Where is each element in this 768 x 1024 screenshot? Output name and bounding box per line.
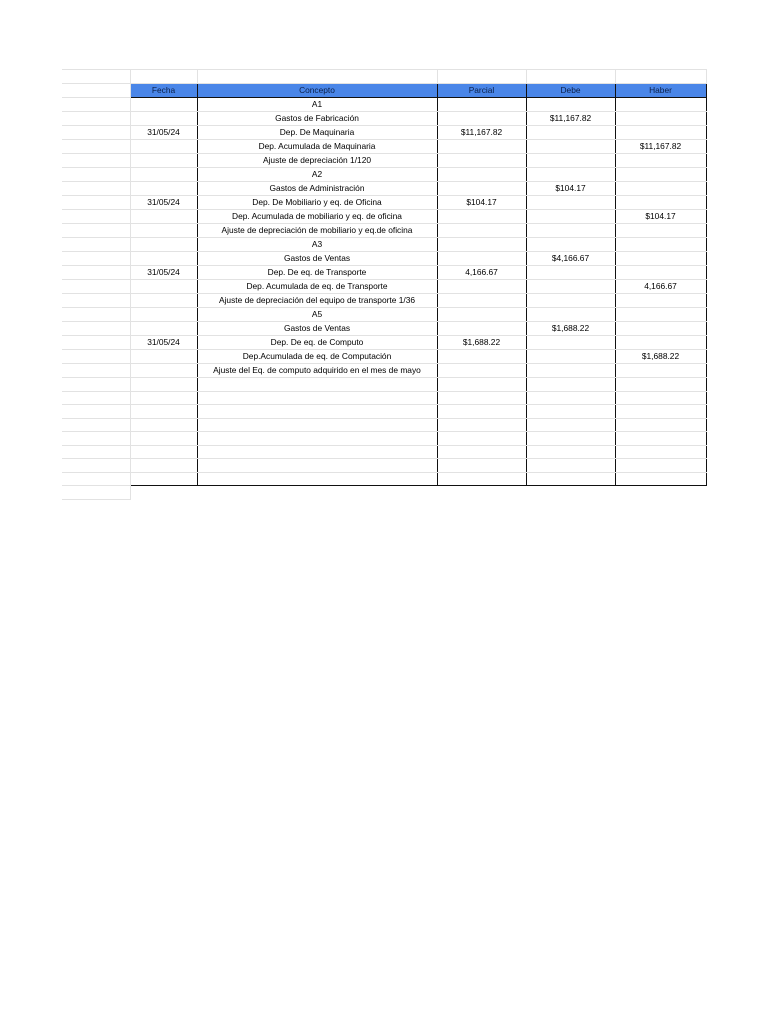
table-row [62,140,706,154]
entry-id[interactable]: A1 [197,98,437,112]
parcial-cell[interactable] [437,140,526,154]
journal-table [62,69,707,500]
grid-cell[interactable] [62,126,130,140]
empty-row [62,459,706,473]
grid-cell[interactable] [437,432,526,446]
table-row [62,336,706,350]
grid-cell[interactable] [526,459,615,473]
grid-cell[interactable] [197,405,437,419]
haber-cell[interactable] [615,196,706,210]
grid-cell[interactable] [197,378,437,392]
grid-cell[interactable] [615,391,706,405]
concepto-cell[interactable]: Gastos de Ventas [197,322,437,336]
debe-cell[interactable] [526,238,615,252]
grid-cell[interactable] [62,294,130,308]
entry-id-row [62,308,706,322]
haber-cell[interactable] [615,154,706,168]
fecha-cell[interactable]: 31/05/24 [130,126,197,140]
grid-cell[interactable] [62,364,130,378]
table-row [62,126,706,140]
blank-row [62,486,706,500]
grid-cell[interactable] [62,182,130,196]
concepto-cell[interactable]: Ajuste del Eq. de computo adquirido en el mes de mayo [197,364,437,378]
header-concepto[interactable]: Concepto [197,84,437,98]
fecha-cell[interactable]: 31/05/24 [130,266,197,280]
fecha-cell[interactable] [130,322,197,336]
grid-cell[interactable] [615,459,706,473]
parcial-cell[interactable] [437,294,526,308]
grid-cell[interactable] [526,70,615,84]
grid-cell[interactable] [130,391,197,405]
table-row [62,266,706,280]
parcial-cell[interactable]: $1,688.22 [437,336,526,350]
debe-cell[interactable]: $104.17 [526,182,615,196]
grid-cell[interactable] [615,405,706,419]
grid-cell[interactable] [62,322,130,336]
haber-cell[interactable]: 4,166.67 [615,280,706,294]
header-fecha[interactable]: Fecha [130,84,197,98]
grid-cell[interactable] [526,391,615,405]
parcial-cell[interactable] [437,112,526,126]
grid-cell[interactable] [62,486,130,500]
haber-cell[interactable]: $1,688.22 [615,350,706,364]
table-row [62,196,706,210]
debe-cell[interactable] [526,126,615,140]
grid-cell[interactable] [197,472,437,486]
debe-cell[interactable] [526,140,615,154]
haber-cell[interactable] [615,308,706,322]
grid-cell[interactable] [130,378,197,392]
grid-cell[interactable] [62,98,130,112]
haber-cell[interactable] [615,224,706,238]
fecha-cell[interactable] [130,98,197,112]
grid-cell[interactable] [62,336,130,350]
haber-cell[interactable]: $104.17 [615,210,706,224]
grid-cell[interactable] [62,391,130,405]
empty-row [62,418,706,432]
fecha-cell[interactable] [130,350,197,364]
fecha-cell[interactable] [130,182,197,196]
header-parcial[interactable]: Parcial [437,84,526,98]
parcial-cell[interactable] [437,280,526,294]
grid-cell[interactable] [526,472,615,486]
concepto-cell[interactable]: Ajuste de depreciación 1/120 [197,154,437,168]
concepto-cell[interactable]: Dep.Acumulada de eq. de Computación [197,350,437,364]
fecha-cell[interactable] [130,238,197,252]
debe-cell[interactable] [526,350,615,364]
empty-row [62,405,706,419]
grid-cell[interactable] [130,418,197,432]
concepto-cell[interactable]: Gastos de Ventas [197,252,437,266]
table-row [62,252,706,266]
grid-cell[interactable] [437,459,526,473]
grid-cell[interactable] [615,432,706,446]
fecha-cell[interactable] [130,140,197,154]
concepto-cell[interactable]: Dep. De Maquinaria [197,126,437,140]
debe-cell[interactable] [526,224,615,238]
debe-cell[interactable]: $4,166.67 [526,252,615,266]
haber-cell[interactable] [615,266,706,280]
grid-cell[interactable] [62,378,130,392]
concepto-cell[interactable]: Dep. Acumulada de mobiliario y eq. de oficina [197,210,437,224]
header-debe[interactable]: Debe [526,84,615,98]
grid-cell[interactable] [62,405,130,419]
parcial-cell[interactable] [437,210,526,224]
parcial-cell[interactable] [437,168,526,182]
grid-cell[interactable] [615,378,706,392]
grid-cell[interactable] [130,472,197,486]
grid-cell[interactable] [62,418,130,432]
grid-cell[interactable] [62,224,130,238]
haber-cell[interactable] [615,336,706,350]
grid-cell[interactable] [62,432,130,446]
fecha-cell[interactable] [130,252,197,266]
grid-cell[interactable] [197,418,437,432]
empty-row [62,378,706,392]
grid-cell[interactable] [62,196,130,210]
haber-cell[interactable] [615,322,706,336]
haber-cell[interactable] [615,126,706,140]
grid-cell[interactable] [62,210,130,224]
grid-cell[interactable] [197,445,437,459]
fecha-cell[interactable] [130,168,197,182]
parcial-cell[interactable] [437,308,526,322]
table-row [62,350,706,364]
fecha-cell[interactable] [130,112,197,126]
haber-cell[interactable] [615,98,706,112]
grid-cell[interactable] [526,418,615,432]
concepto-cell[interactable]: Dep. De eq. de Computo [197,336,437,350]
concepto-cell[interactable]: Gastos de Administración [197,182,437,196]
grid-cell[interactable] [437,378,526,392]
entry-id[interactable]: A2 [197,168,437,182]
haber-cell[interactable] [615,112,706,126]
table-row [62,364,706,378]
grid-cell[interactable] [437,418,526,432]
empty-row [62,472,706,486]
grid-cell[interactable] [62,472,130,486]
parcial-cell[interactable]: 4,166.67 [437,266,526,280]
table-row [62,112,706,126]
table-row [62,224,706,238]
grid-cell[interactable] [62,168,130,182]
grid-cell[interactable] [197,432,437,446]
grid-cell[interactable] [526,432,615,446]
table-row [62,280,706,294]
parcial-cell[interactable] [437,224,526,238]
entry-id-row [62,238,706,252]
debe-cell[interactable] [526,280,615,294]
fecha-cell[interactable] [130,308,197,322]
grid-cell[interactable] [130,432,197,446]
debe-cell[interactable] [526,308,615,322]
fecha-cell[interactable] [130,364,197,378]
header-row [62,84,706,98]
concepto-cell[interactable]: Ajuste de depreciación de mobiliario y eq.de oficina [197,224,437,238]
grid-cell[interactable] [615,418,706,432]
grid-cell[interactable] [62,238,130,252]
grid-cell[interactable] [62,112,130,126]
fecha-cell[interactable] [130,210,197,224]
debe-cell[interactable] [526,266,615,280]
concepto-cell[interactable]: Gastos de Fabricación [197,112,437,126]
debe-cell[interactable] [526,154,615,168]
parcial-cell[interactable] [437,252,526,266]
fecha-cell[interactable] [130,280,197,294]
header-haber[interactable]: Haber [615,84,706,98]
empty-row [62,391,706,405]
grid-cell[interactable] [62,266,130,280]
grid-cell[interactable] [62,70,130,84]
concepto-cell[interactable]: Dep. Acumulada de Maquinaria [197,140,437,154]
debe-cell[interactable] [526,168,615,182]
grid-cell[interactable] [62,252,130,266]
haber-cell[interactable]: $11,167.82 [615,140,706,154]
grid-cell[interactable] [62,459,130,473]
debe-cell[interactable] [526,98,615,112]
empty-row [62,445,706,459]
fecha-cell[interactable] [130,224,197,238]
haber-cell[interactable] [615,252,706,266]
debe-cell[interactable] [526,336,615,350]
grid-cell[interactable] [130,405,197,419]
concepto-cell[interactable]: Dep. Acumulada de eq. de Transporte [197,280,437,294]
grid-cell[interactable] [615,70,706,84]
table-row [62,294,706,308]
parcial-cell[interactable] [437,98,526,112]
parcial-cell[interactable] [437,350,526,364]
parcial-cell[interactable]: $11,167.82 [437,126,526,140]
grid-cell[interactable] [197,391,437,405]
parcial-cell[interactable] [437,154,526,168]
concepto-cell[interactable]: Dep. De eq. de Transporte [197,266,437,280]
grid-cell[interactable] [526,405,615,419]
haber-cell[interactable] [615,182,706,196]
empty-row [62,432,706,446]
grid-cell[interactable] [62,445,130,459]
table-row [62,322,706,336]
grid-cell[interactable] [197,459,437,473]
debe-cell[interactable] [526,196,615,210]
parcial-cell[interactable] [437,182,526,196]
grid-cell[interactable] [62,154,130,168]
grid-cell[interactable] [615,445,706,459]
table-row [62,154,706,168]
entry-id-row [62,168,706,182]
haber-cell[interactable] [615,238,706,252]
debe-cell[interactable]: $11,167.82 [526,112,615,126]
parcial-cell[interactable] [437,364,526,378]
grid-cell[interactable] [526,378,615,392]
grid-cell[interactable] [62,350,130,364]
parcial-cell[interactable] [437,322,526,336]
debe-cell[interactable]: $1,688.22 [526,322,615,336]
table-row [62,210,706,224]
fecha-cell[interactable] [130,294,197,308]
grid-cell[interactable] [437,405,526,419]
grid-cell[interactable] [526,445,615,459]
grid-cell[interactable] [62,140,130,154]
grid-cell[interactable] [197,70,437,84]
grid-cell[interactable] [62,280,130,294]
grid-cell[interactable] [615,472,706,486]
debe-cell[interactable] [526,364,615,378]
grid-cell[interactable] [62,308,130,322]
haber-cell[interactable] [615,364,706,378]
grid-cell[interactable] [62,84,130,98]
grid-cell[interactable] [130,459,197,473]
grid-cell[interactable] [130,70,197,84]
grid-cell[interactable] [437,472,526,486]
concepto-cell[interactable]: Dep. De Mobiliario y eq. de Oficina [197,196,437,210]
entry-id[interactable]: A5 [197,308,437,322]
grid-cell[interactable] [437,445,526,459]
grid-cell[interactable] [437,70,526,84]
fecha-cell[interactable]: 31/05/24 [130,336,197,350]
debe-cell[interactable] [526,210,615,224]
grid-cell[interactable] [437,391,526,405]
debe-cell[interactable] [526,294,615,308]
haber-cell[interactable] [615,168,706,182]
concepto-cell[interactable]: Ajuste de depreciación del equipo de transporte 1/36 [197,294,437,308]
blank-row [62,70,706,84]
parcial-cell[interactable]: $104.17 [437,196,526,210]
fecha-cell[interactable]: 31/05/24 [130,196,197,210]
grid-cell[interactable] [130,445,197,459]
entry-id-row [62,98,706,112]
fecha-cell[interactable] [130,154,197,168]
parcial-cell[interactable] [437,238,526,252]
table-row [62,182,706,196]
entry-id[interactable]: A3 [197,238,437,252]
haber-cell[interactable] [615,294,706,308]
